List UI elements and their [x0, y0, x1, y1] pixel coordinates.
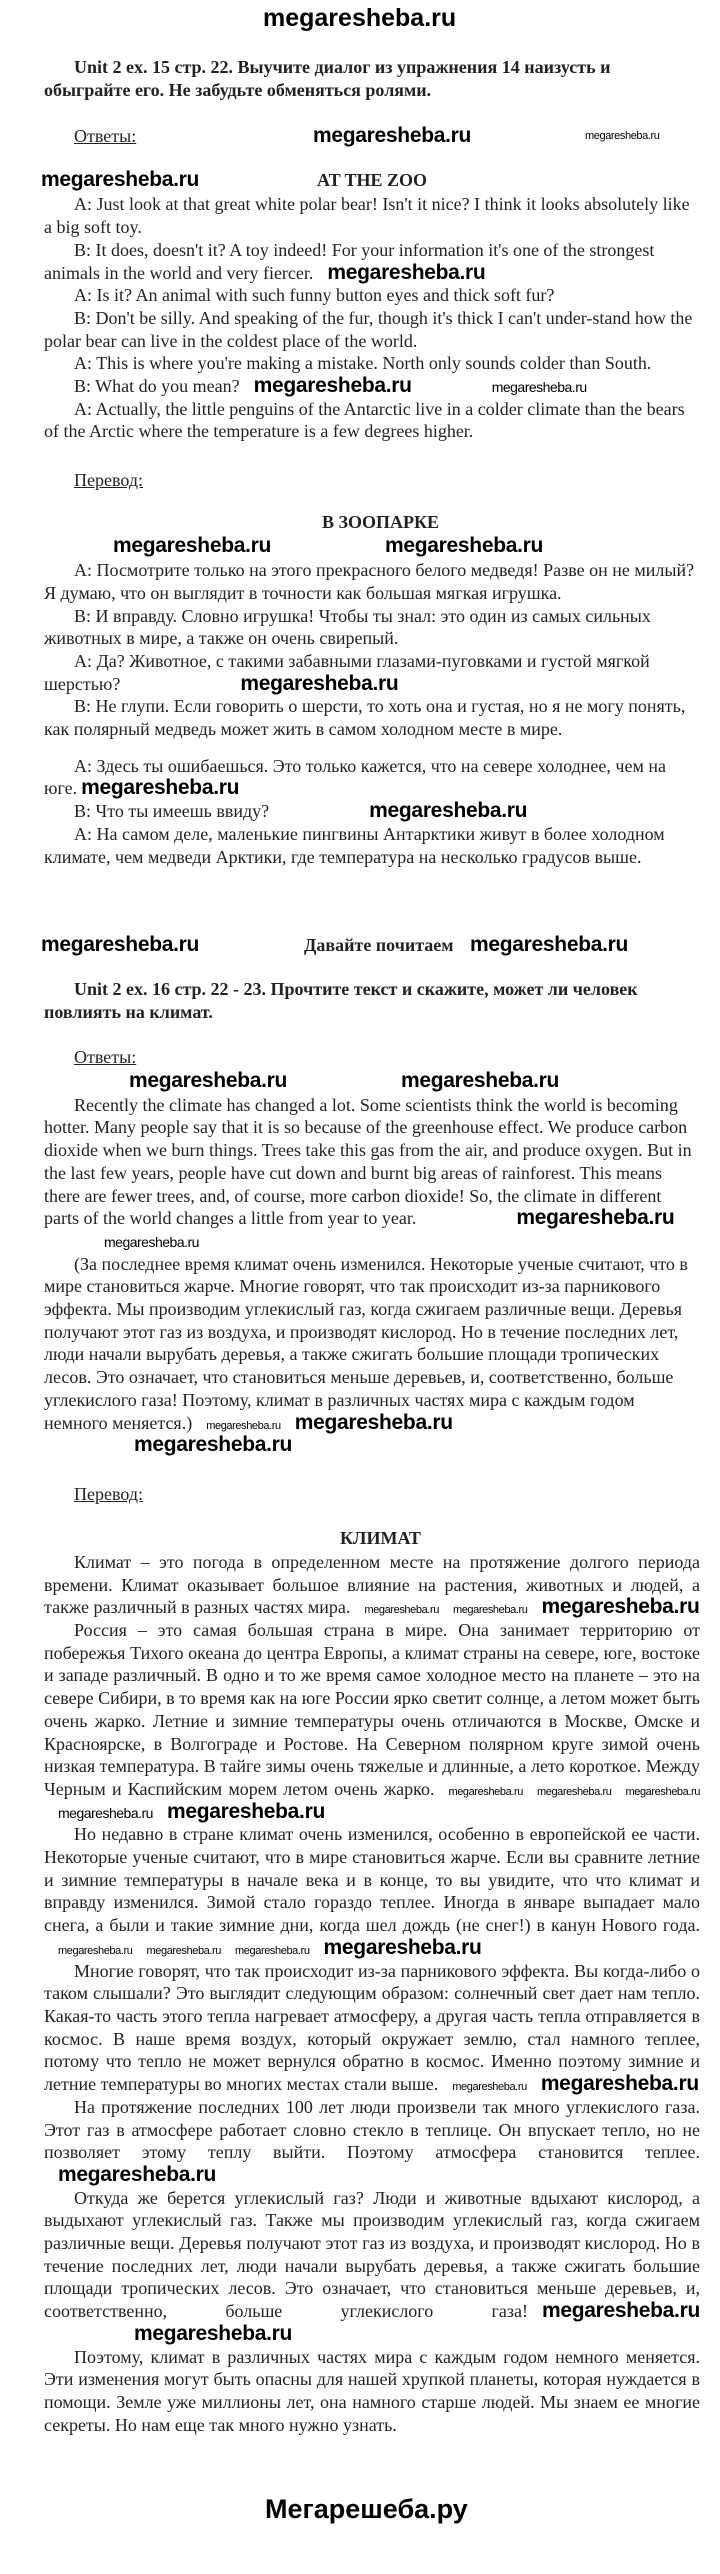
watermark: megaresheba.ru — [401, 1068, 560, 1092]
watermark: megaresheba.ru — [369, 799, 528, 823]
watermark: megaresheba.ru — [146, 1944, 222, 1957]
watermark: megaresheba.ru — [104, 1233, 199, 1250]
answers-label: Ответы: — [74, 126, 137, 147]
paragraph: Откуда же берется углекислый газ? Люди и животные вдыхают кислород, а выдыхают углекислый газ. Также мы производим углекислый газ, когда сжигаем различные вещи. Деревья получают этот газ из воздуха, и производят кислород. Но в течение последних лет, люди начали вырубать деревья, а также сжигать большие площади тропических лесов. Это означает, что становиться меньше деревьев, и, соответственно, больше углекислого газа! megaresheba.rumegaresheba.ru — [44, 2187, 700, 2345]
watermark: megaresheba.ru — [327, 260, 486, 284]
watermark: megaresheba.ru — [540, 2072, 699, 2096]
watermark: megaresheba.ru — [536, 1785, 612, 1798]
section-heading-row — [0, 934, 720, 958]
dialog-line: В: И вправду. Словно игрушка! Чтобы ты знал: это один из самых сильных животных в мире, а также он очень свирепый. — [44, 605, 651, 649]
watermark: megaresheba.ru — [166, 1799, 325, 1823]
watermark: megaresheba.ru — [364, 1604, 439, 1617]
watermark: megaresheba.ru — [129, 1068, 288, 1092]
dialog-line: B: Don't be silly. And speaking of the fur, though it's thick I can't under-stand how the polar bear can live in the coldest place of the world. — [44, 307, 693, 351]
watermark-row — [0, 1070, 720, 1094]
watermark: megaresheba.ru — [81, 776, 240, 800]
task2-title: Unit 2 ex. 16 стр. 22 - 23. Прочтите текст и скажите, может ли человек повлиять на климат. — [44, 979, 638, 1022]
dialog-line: А: Здесь ты ошибаешься. Это только кажется, что на севере холоднее, чем на юге. megaresheba.ru — [44, 755, 666, 800]
task1-title: Unit 2 ex. 15 стр. 22. Выучите диалог из упражнения 14 наизусть и обыграйте его. Не забудьте обменяться ролями. — [44, 57, 611, 100]
dialog-title-row-ru — [0, 511, 720, 535]
paragraph: На протяжение последних 100 лет люди произвели так много углекислого газа. Этот газ в атмосфере работает словно стекло в теплице. Он впускает тепло, но не позволяет этому теплу выйти. Поэтому атмосфера становится теплее.megaresheba.ru — [44, 2096, 700, 2186]
watermark: megaresheba.ru — [240, 671, 399, 695]
dialog-ru — [44, 559, 700, 868]
watermark: megaresheba.ru — [452, 1604, 528, 1617]
answers-row — [0, 125, 720, 149]
watermark: megaresheba.ru — [41, 168, 200, 192]
dialog-title-ru: В ЗООПАРКЕ — [322, 512, 440, 533]
text-title-ru: КЛИМАТ — [340, 1527, 421, 1548]
watermark: megaresheba.ru — [206, 1419, 281, 1432]
watermark: megaresheba.ru — [113, 534, 272, 558]
translation-row — [0, 1483, 720, 1507]
paragraph: Климат – это погода в определенном месте на протяжение долгого периода времени. Климат оказывает большое влияние на растения, животных и людей, а также различный в разных частях мира. megaresheba.ru megaresheba.ru megaresheba.ru — [44, 1551, 700, 1619]
footer-brand: Мегарешеба.ру — [265, 2494, 468, 2525]
watermark: megaresheba.ru — [491, 379, 587, 396]
text-title-row — [0, 1527, 720, 1551]
watermark: megaresheba.ru — [134, 1433, 293, 1457]
watermark: megaresheba.ru — [541, 2299, 700, 2323]
dialog-line: В: Не глупи. Если говорить о шерсти, то хоть она и густая, но я не могу понять, как полярный медведь может жить в самом холодном месте в мире. — [44, 696, 686, 740]
watermark: megaresheba.ru — [470, 933, 629, 957]
watermark: megaresheba.ru — [585, 130, 660, 143]
watermark: megaresheba.ru — [516, 1206, 675, 1230]
watermark: megaresheba.ru — [58, 1804, 153, 1821]
translation-row — [0, 469, 720, 493]
paragraph: Многие говорят, что так происходит из-за парникового эффекта. Вы когда-либо о таком слышали? Это выглядит следующим образом: солнечный свет дает нам тепло. Какая-то часть этого тепла нагревает атмосферу, а другая часть тепла отправляется в космос. В наше время воздух, который окружает землю, стал намного теплее, потому что тепло не может вернулся обратно в космос. Именно поэтому зимние и летние температуры во многих местах стали выше. megaresheba.ru megaresheba.ru — [44, 1960, 700, 2096]
dialog-line: А: Посмотрите только на этого прекрасного белого медведя! Разве он не милый? Я думаю, что он выглядит в точности как большая мягкая игрушка. — [44, 560, 695, 603]
watermark: megaresheba.ru — [58, 2162, 217, 2186]
watermark: megaresheba.ru — [134, 2321, 293, 2345]
answers-row — [0, 1046, 720, 1070]
dialog-line: В: Что ты имеешь ввиду? megaresheba.ru — [74, 799, 528, 823]
dialog-line: A: Actually, the little penguins of the Antarctic live in a colder climate than the bears of the Arctic where the temperature is a few degrees higher. — [44, 398, 685, 442]
dialog-line: B: It does, doesn't it? A toy indeed! For your information it's one of the strongest animals in the world and very fiercer. megaresheba.ru — [44, 239, 655, 284]
header-row — [0, 6, 720, 34]
translation-label: Перевод: — [74, 470, 143, 491]
watermark: megaresheba.ru — [58, 1944, 133, 1957]
watermark: megaresheba.ru — [253, 374, 412, 398]
watermark: megaresheba.ru — [323, 1935, 482, 1959]
watermark: megaresheba.ru — [448, 1785, 523, 1798]
watermark: megaresheba.ru — [625, 1785, 700, 1798]
watermark: megaresheba.ru — [541, 1595, 700, 1619]
paragraph: Россия – это самая большая страна в мире. Она занимает территорию от побережья Тихого океана до центра Европы, а климат страны на севере, юге, востоке и западе различный. В одно и то же время самое холодное место на планете – это на севере Сибири, в то время как на юге России ярко светит солнце, а летом может быть очень жарко. Летние и зимние температуры очень отличаются в Москве, Омске и Красноярске, в Волгограде и Ростове. На Северном полярном круге зимой очень низкая температура. В тайге зимы очень тяжелые и длинные, а лето короткое. Между Черным и Каспийским морем летом очень жарко. megaresheba.ru megaresheba.ru megaresheba.rumegaresheba.ru megaresheba.ru — [44, 1620, 700, 1823]
dialog-line: А: На самом деле, маленькие пингвины Антарктики живут в более холодном климате, чем медведи Арктики, где температура на несколько градусов выше. — [44, 823, 665, 867]
watermark: megaresheba.ru — [452, 2081, 527, 2094]
dialog-en — [44, 193, 700, 443]
answers-label: Ответы: — [74, 1046, 137, 1067]
text-ru — [44, 1551, 700, 2436]
dialog-line: B: What do you mean? megaresheba.ru megaresheba.ru — [74, 374, 587, 398]
dialog-title-en: AT THE ZOO — [317, 170, 428, 191]
watermark: megaresheba.ru — [313, 124, 472, 148]
watermark-row — [0, 535, 720, 559]
watermark: megaresheba.ru — [263, 4, 457, 32]
dialog-line: А: Да? Животное, с такими забавными глазами-пуговками и густой мягкой шерстью? megaresheba.ru — [44, 650, 650, 695]
watermark: megaresheba.ru — [41, 933, 200, 957]
section-heading: Давайте почитаем — [304, 935, 454, 956]
watermark: megaresheba.ru — [235, 1944, 310, 1957]
dialog-title-row-en — [0, 169, 720, 193]
footer-row — [0, 2496, 720, 2526]
watermark: megaresheba.ru — [294, 1410, 453, 1434]
watermark: megaresheba.ru — [385, 534, 544, 558]
dialog-line: A: This is where you're making a mistake. North only sounds colder than South. — [74, 353, 652, 374]
dialog-line: A: Just look at that great white polar bear! Isn't it nice? I think it looks absolutely like a big soft toy. — [44, 194, 690, 238]
text-en: Recently the climate has changed a lot. Some scientists think the world is becoming hotter. Many people say that it is so because of the greenhouse effect. We produce carbon dioxide when we burn things. Trees take this gas from the air, and produce oxygen. But in the last few years, people have cut down and burnt big areas of rainforest. This means there are fewer trees, and, of course, more carbon dioxide! So, the climate in different parts of the world changes a little from year to year. megaresheba.rumegaresheba.ru (За последнее время климат очень изменился. Некоторые ученые считают, что в мире становиться жарче. Многие говорят, что так происходит из-за парникового эффекта. Мы производим углекислый газ, когда сжигаем различные вещи. Деревья получают этот газ из воздуха, и производят кислород. Но в течение последних лет, люди начали вырубать деревья, а также сжигать большие площади тропических лесов. Это означает, что становиться меньше деревьев, и, соответственно, больше углекислого газа! Поэтому, климат в различных частях мира с каждым годом немного меняется.) megaresheba.ru megaresheba.rumegaresheba.ru — [44, 1094, 692, 1457]
paragraph: Но недавно в стране климат очень изменился, особенно в европейской ее части. Некоторые ученые считают, что в мире становиться жарче. Если вы сравните летние и зимние температуры в начале века и в конце, то вы увидите, что что климат и вправду изменился. Зимой стало гораздо теплее. Иногда в январе выпадает мало снега, а были и такие зимние дни, когда шел дождь (не снег!) в канун Нового года.megaresheba.ru megaresheba.ru megaresheba.ru megaresheba.ru — [44, 1824, 700, 1959]
translation-label: Перевод: — [74, 1483, 143, 1504]
dialog-line: A: Is it? An animal with such funny button eyes and thick soft fur? — [74, 285, 555, 306]
paragraph: Поэтому, климат в различных частях мира с каждым годом немного меняется. Эти изменения могут быть опасны для нашей хрупкой планеты, которая нуждается в помощи. Земле уже миллионы лет, она намного старше людей. Мы знаем ее многие секреты. Но нам еще так много нужно узнать. — [44, 2346, 700, 2435]
